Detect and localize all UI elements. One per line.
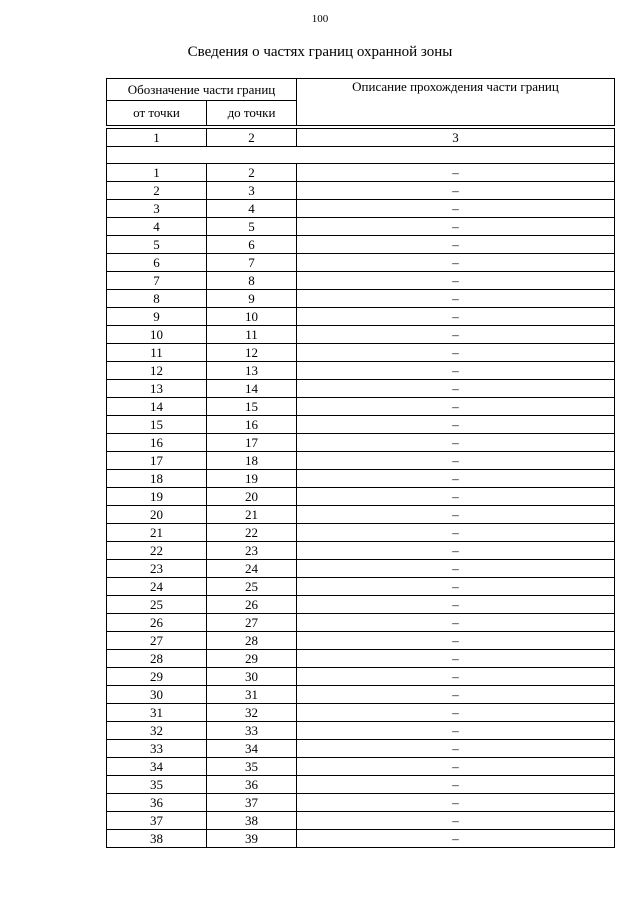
table-row	[107, 218, 615, 236]
cell-from-point: 9	[107, 308, 207, 326]
cell-to-point: 33	[207, 722, 297, 740]
table-body	[107, 164, 615, 848]
table-row	[107, 308, 615, 326]
cell-to-point: 38	[207, 812, 297, 830]
cell-to-point: 26	[207, 596, 297, 614]
header-boundary-part: Обозначение части границ	[107, 79, 297, 101]
table-row	[107, 254, 615, 272]
cell-to-point: 32	[207, 704, 297, 722]
cell-to-point: 14	[207, 380, 297, 398]
cell-from-point: 20	[107, 506, 207, 524]
cell-description: –	[297, 326, 615, 344]
cell-description: –	[297, 236, 615, 254]
cell-description: –	[297, 632, 615, 650]
cell-description: –	[297, 470, 615, 488]
table-row	[107, 596, 615, 614]
cell-description: –	[297, 398, 615, 416]
table-row	[107, 452, 615, 470]
cell-to-point: 8	[207, 272, 297, 290]
cell-description: –	[297, 560, 615, 578]
cell-from-point: 32	[107, 722, 207, 740]
cell-from-point: 31	[107, 704, 207, 722]
cell-from-point: 11	[107, 344, 207, 362]
empty-section-row	[107, 147, 615, 164]
page-number: 100	[311, 13, 329, 25]
table-row	[107, 434, 615, 452]
cell-to-point: 7	[207, 254, 297, 272]
cell-from-point: 1	[107, 164, 207, 182]
cell-from-point: 38	[107, 830, 207, 848]
table-row	[107, 758, 615, 776]
cell-from-point: 37	[107, 812, 207, 830]
table-row	[107, 290, 615, 308]
cell-description: –	[297, 614, 615, 632]
cell-description: –	[297, 776, 615, 794]
table-row	[107, 164, 615, 182]
cell-description: –	[297, 218, 615, 236]
cell-description: –	[297, 668, 615, 686]
cell-from-point: 35	[107, 776, 207, 794]
cell-from-point: 10	[107, 326, 207, 344]
cell-description: –	[297, 452, 615, 470]
cell-to-point: 29	[207, 650, 297, 668]
table-row	[107, 326, 615, 344]
table-row	[107, 344, 615, 362]
cell-description: –	[297, 704, 615, 722]
cell-description: –	[297, 380, 615, 398]
header-to-point: до точки	[207, 101, 297, 126]
cell-description: –	[297, 650, 615, 668]
table-row	[107, 560, 615, 578]
cell-from-point: 2	[107, 182, 207, 200]
cell-description: –	[297, 578, 615, 596]
cell-from-point: 28	[107, 650, 207, 668]
cell-description: –	[297, 740, 615, 758]
cell-description: –	[297, 596, 615, 614]
cell-to-point: 15	[207, 398, 297, 416]
cell-description: –	[297, 344, 615, 362]
table-row	[107, 362, 615, 380]
table-row	[107, 704, 615, 722]
table-row	[107, 182, 615, 200]
cell-from-point: 8	[107, 290, 207, 308]
table-row	[107, 812, 615, 830]
cell-description: –	[297, 722, 615, 740]
table-row	[107, 650, 615, 668]
cell-description: –	[297, 524, 615, 542]
cell-to-point: 37	[207, 794, 297, 812]
cell-to-point: 31	[207, 686, 297, 704]
table-row	[107, 578, 615, 596]
cell-from-point: 27	[107, 632, 207, 650]
cell-to-point: 19	[207, 470, 297, 488]
table-row	[107, 200, 615, 218]
table-row	[107, 416, 615, 434]
cell-description: –	[297, 182, 615, 200]
cell-from-point: 18	[107, 470, 207, 488]
cell-to-point: 20	[207, 488, 297, 506]
table-row	[107, 272, 615, 290]
header-description: Описание прохождения части границ	[297, 79, 615, 126]
table-row	[107, 524, 615, 542]
cell-to-point: 18	[207, 452, 297, 470]
cell-from-point: 13	[107, 380, 207, 398]
cell-description: –	[297, 362, 615, 380]
cell-to-point: 11	[207, 326, 297, 344]
cell-to-point: 21	[207, 506, 297, 524]
cell-to-point: 9	[207, 290, 297, 308]
cell-from-point: 24	[107, 578, 207, 596]
column-number: 3	[297, 129, 615, 147]
cell-from-point: 12	[107, 362, 207, 380]
table-row	[107, 470, 615, 488]
cell-to-point: 30	[207, 668, 297, 686]
table-row	[107, 632, 615, 650]
table-row	[107, 506, 615, 524]
cell-to-point: 10	[207, 308, 297, 326]
table-row	[107, 686, 615, 704]
cell-from-point: 29	[107, 668, 207, 686]
boundary-table	[106, 78, 615, 848]
cell-to-point: 13	[207, 362, 297, 380]
cell-to-point: 17	[207, 434, 297, 452]
cell-from-point: 17	[107, 452, 207, 470]
table-row	[107, 830, 615, 848]
cell-from-point: 6	[107, 254, 207, 272]
cell-description: –	[297, 830, 615, 848]
cell-to-point: 3	[207, 182, 297, 200]
table-row	[107, 398, 615, 416]
cell-description: –	[297, 290, 615, 308]
cell-to-point: 4	[207, 200, 297, 218]
column-number: 1	[107, 129, 207, 147]
table-row	[107, 794, 615, 812]
table-row	[107, 668, 615, 686]
cell-description: –	[297, 686, 615, 704]
cell-to-point: 24	[207, 560, 297, 578]
cell-description: –	[297, 254, 615, 272]
cell-from-point: 30	[107, 686, 207, 704]
cell-description: –	[297, 758, 615, 776]
table-row	[107, 722, 615, 740]
cell-description: –	[297, 794, 615, 812]
table-row	[107, 614, 615, 632]
cell-description: –	[297, 434, 615, 452]
cell-to-point: 27	[207, 614, 297, 632]
table-row	[107, 236, 615, 254]
cell-to-point: 34	[207, 740, 297, 758]
cell-to-point: 22	[207, 524, 297, 542]
cell-from-point: 23	[107, 560, 207, 578]
cell-to-point: 16	[207, 416, 297, 434]
cell-description: –	[297, 542, 615, 560]
cell-from-point: 5	[107, 236, 207, 254]
table-row	[107, 776, 615, 794]
table-row	[107, 380, 615, 398]
cell-from-point: 33	[107, 740, 207, 758]
table-row	[107, 488, 615, 506]
cell-to-point: 35	[207, 758, 297, 776]
cell-to-point: 2	[207, 164, 297, 182]
cell-to-point: 25	[207, 578, 297, 596]
page-title: Сведения о частях границ охранной зоны	[187, 44, 453, 60]
cell-from-point: 26	[107, 614, 207, 632]
cell-description: –	[297, 272, 615, 290]
table-row	[107, 542, 615, 560]
cell-from-point: 14	[107, 398, 207, 416]
cell-from-point: 22	[107, 542, 207, 560]
table-row	[107, 740, 615, 758]
cell-description: –	[297, 200, 615, 218]
cell-from-point: 15	[107, 416, 207, 434]
cell-description: –	[297, 416, 615, 434]
cell-to-point: 5	[207, 218, 297, 236]
cell-to-point: 39	[207, 830, 297, 848]
cell-from-point: 16	[107, 434, 207, 452]
cell-from-point: 34	[107, 758, 207, 776]
cell-from-point: 3	[107, 200, 207, 218]
cell-description: –	[297, 308, 615, 326]
cell-from-point: 7	[107, 272, 207, 290]
cell-description: –	[297, 488, 615, 506]
cell-to-point: 36	[207, 776, 297, 794]
cell-to-point: 6	[207, 236, 297, 254]
cell-to-point: 12	[207, 344, 297, 362]
cell-from-point: 21	[107, 524, 207, 542]
cell-to-point: 28	[207, 632, 297, 650]
cell-from-point: 36	[107, 794, 207, 812]
cell-description: –	[297, 812, 615, 830]
column-number: 2	[207, 129, 297, 147]
cell-description: –	[297, 164, 615, 182]
cell-from-point: 25	[107, 596, 207, 614]
cell-description: –	[297, 506, 615, 524]
header-from-point: от точки	[107, 101, 207, 126]
cell-to-point: 23	[207, 542, 297, 560]
cell-from-point: 4	[107, 218, 207, 236]
cell-from-point: 19	[107, 488, 207, 506]
